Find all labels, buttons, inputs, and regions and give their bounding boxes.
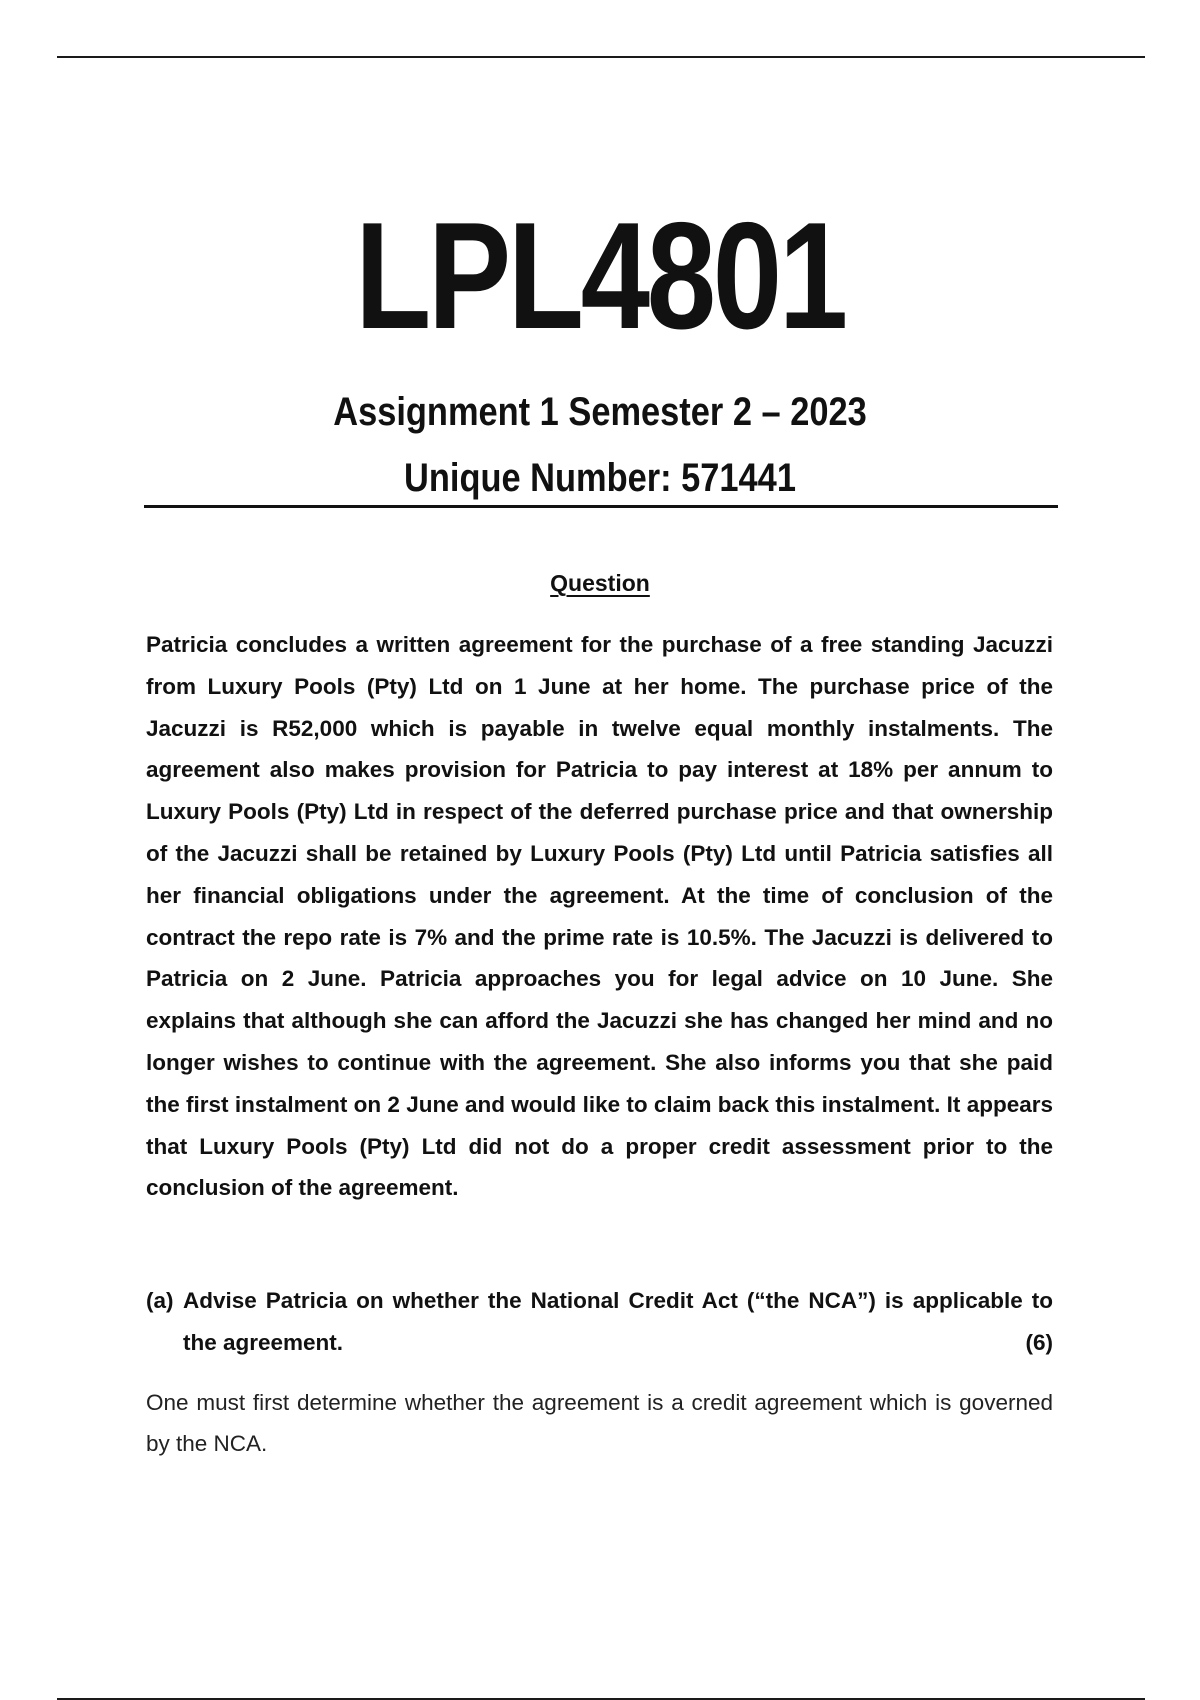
part-a-marks: (6) xyxy=(1025,1330,1053,1355)
top-divider xyxy=(57,56,1145,58)
question-heading: Question xyxy=(550,570,650,596)
part-a-label: (a) xyxy=(146,1288,174,1313)
question-scenario: Patricia concludes a written agreement for the purchase of a free standing Jacuzzi from Luxury Pools (Pty) Ltd on 1 June at her home. The purchase price of the Jacuzzi is R52,000 which is payable in twelve equal monthly instalments. The agreement also makes provision for Patricia to pay interest at 18% per annum to Luxury Pools (Pty) Ltd in respect of the deferred purchase price and that ownership of the Jacuzzi shall be retained by Luxury Pools (Pty) Ltd until Patricia satisfies all her financial obligations under the agreement. At the time of conclusion of the contract the repo rate is 7% and the prime rate is 10.5%. The Jacuzzi is delivered to Patricia on 2 June. Patricia approaches you for legal advice on 10 June. She explains that although she can afford the Jacuzzi she has changed her mind and no longer wishes to continue with the agreement. She also informs you that she paid the first instalment on 2 June and would like to claim back this instalment. It appears that Luxury Pools (Pty) Ltd did not do a proper credit assessment prior to the conclusion of the agreement. xyxy=(146,632,1053,1201)
assignment-subtitle: Assignment 1 Semester 2 – 2023 xyxy=(333,390,867,434)
unique-number: Unique Number: 571441 xyxy=(404,456,796,500)
part-a-text: Advise Patricia on whether the National Credit Act (“the NCA”) is applicable to the agreement. xyxy=(183,1288,1053,1355)
answer-intro: One must first determine whether the agreement is a credit agreement which is governed by the NCA. xyxy=(146,1390,1053,1456)
question-part-a xyxy=(146,1280,1053,1364)
course-code-title: LPL4801 xyxy=(355,191,845,361)
heading-divider xyxy=(144,505,1058,508)
